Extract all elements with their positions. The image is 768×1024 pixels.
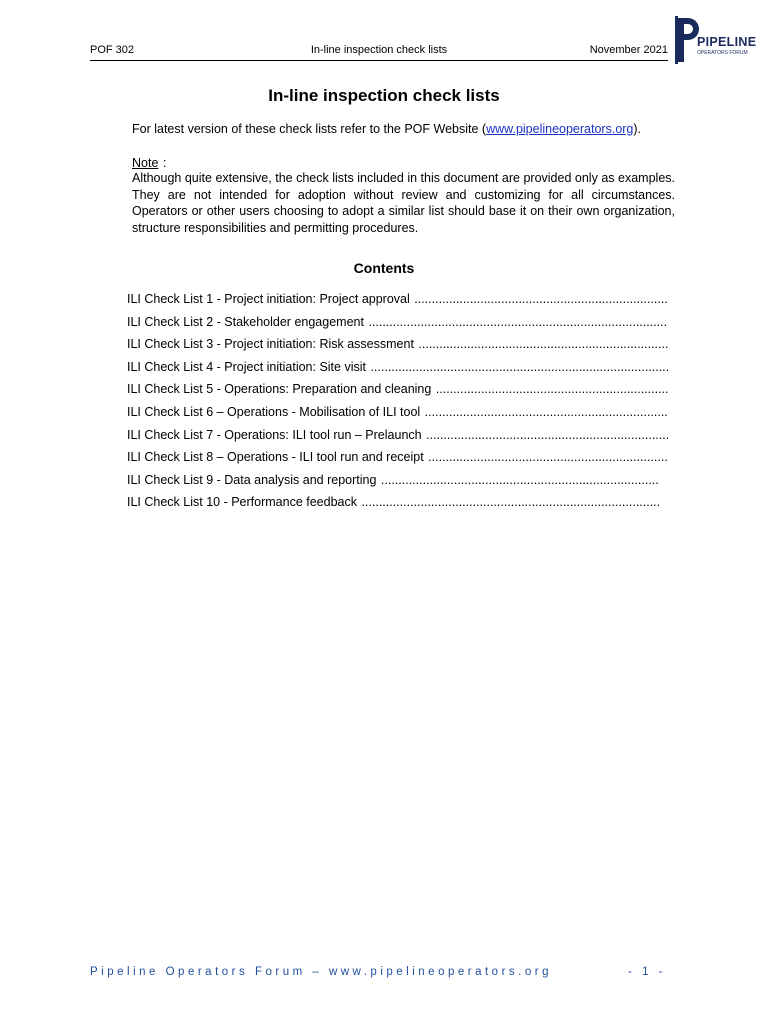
toc-item[interactable] (127, 290, 668, 313)
toc-item-label: ILI Check List 6 – Operations - Mobilisation of ILI tool (127, 404, 421, 419)
note-body: Although quite extensive, the check lists included in this document are provided only as examples. They are not intended for adoption without review and customizing for all circumstances. Operators or other users choosing to adopt a similar list should base it on their own organization, structure responsibilities and permitting procedures. (132, 171, 675, 235)
toc-item-label: ILI Check List 1 - Project initiation: Project approval (127, 292, 410, 306)
toc-item-label: ILI Check List 3 - Project initiation: Risk assessment (127, 337, 414, 352)
header-divider (90, 60, 668, 61)
note-heading-colon: : (163, 156, 167, 170)
page-title: In-line inspection check lists (268, 86, 500, 105)
intro-text-after: ). (633, 122, 642, 136)
pof-logo (672, 16, 768, 64)
toc-item[interactable] (127, 358, 668, 381)
page-footer (90, 966, 666, 978)
toc-item[interactable] (127, 426, 668, 449)
toc-item[interactable] (127, 471, 660, 494)
toc-item-label: ILI Check List 9 - Data analysis and reporting (127, 472, 377, 487)
intro-paragraph (132, 122, 676, 136)
toc-item[interactable] (127, 313, 668, 336)
toc-item[interactable] (127, 380, 668, 403)
note-heading (132, 156, 158, 170)
toc-item-label: ILI Check List 2 - Stakeholder engagement (127, 314, 364, 329)
logo-subtitle: OPERATORS FORUM (697, 50, 748, 56)
toc-item-label: ILI Check List 4 - Project initiation: Site visit (127, 359, 366, 374)
page-number: - 1 - (628, 966, 666, 978)
pof-website-link[interactable]: www.pipelineoperators.org (486, 122, 634, 136)
footer-text: Pipeline Operators Forum – www.pipelineoperators.org (90, 966, 552, 978)
pipeline-logo-icon (672, 16, 768, 64)
header-date: November 2021 (589, 44, 668, 56)
toc-item[interactable] (127, 493, 660, 516)
logo-wordmark: PIPELINE (697, 35, 757, 49)
toc-item[interactable] (127, 448, 668, 471)
header-doc-title: In-line inspection check lists (310, 44, 448, 56)
note-heading-label: Note (132, 156, 159, 170)
toc-item-label: ILI Check List 5 - Operations: Preparation and cleaning (127, 382, 432, 397)
toc-item-label: ILI Check List 7 - Operations: ILI tool run – Prelaunch (127, 427, 422, 442)
toc-item-label: ILI Check List 10 - Performance feedback (127, 495, 357, 510)
page-header (90, 44, 668, 58)
contents-heading: Contents (353, 260, 415, 276)
table-of-contents (127, 290, 668, 516)
header-doc-code: POF 302 (90, 44, 135, 56)
intro-text-before: For latest version of these check lists refer to the POF Website ( (132, 122, 487, 136)
toc-item-label: ILI Check List 8 – Operations - ILI tool run and receipt (127, 450, 424, 465)
toc-item[interactable] (127, 403, 668, 426)
toc-item[interactable] (127, 335, 668, 358)
